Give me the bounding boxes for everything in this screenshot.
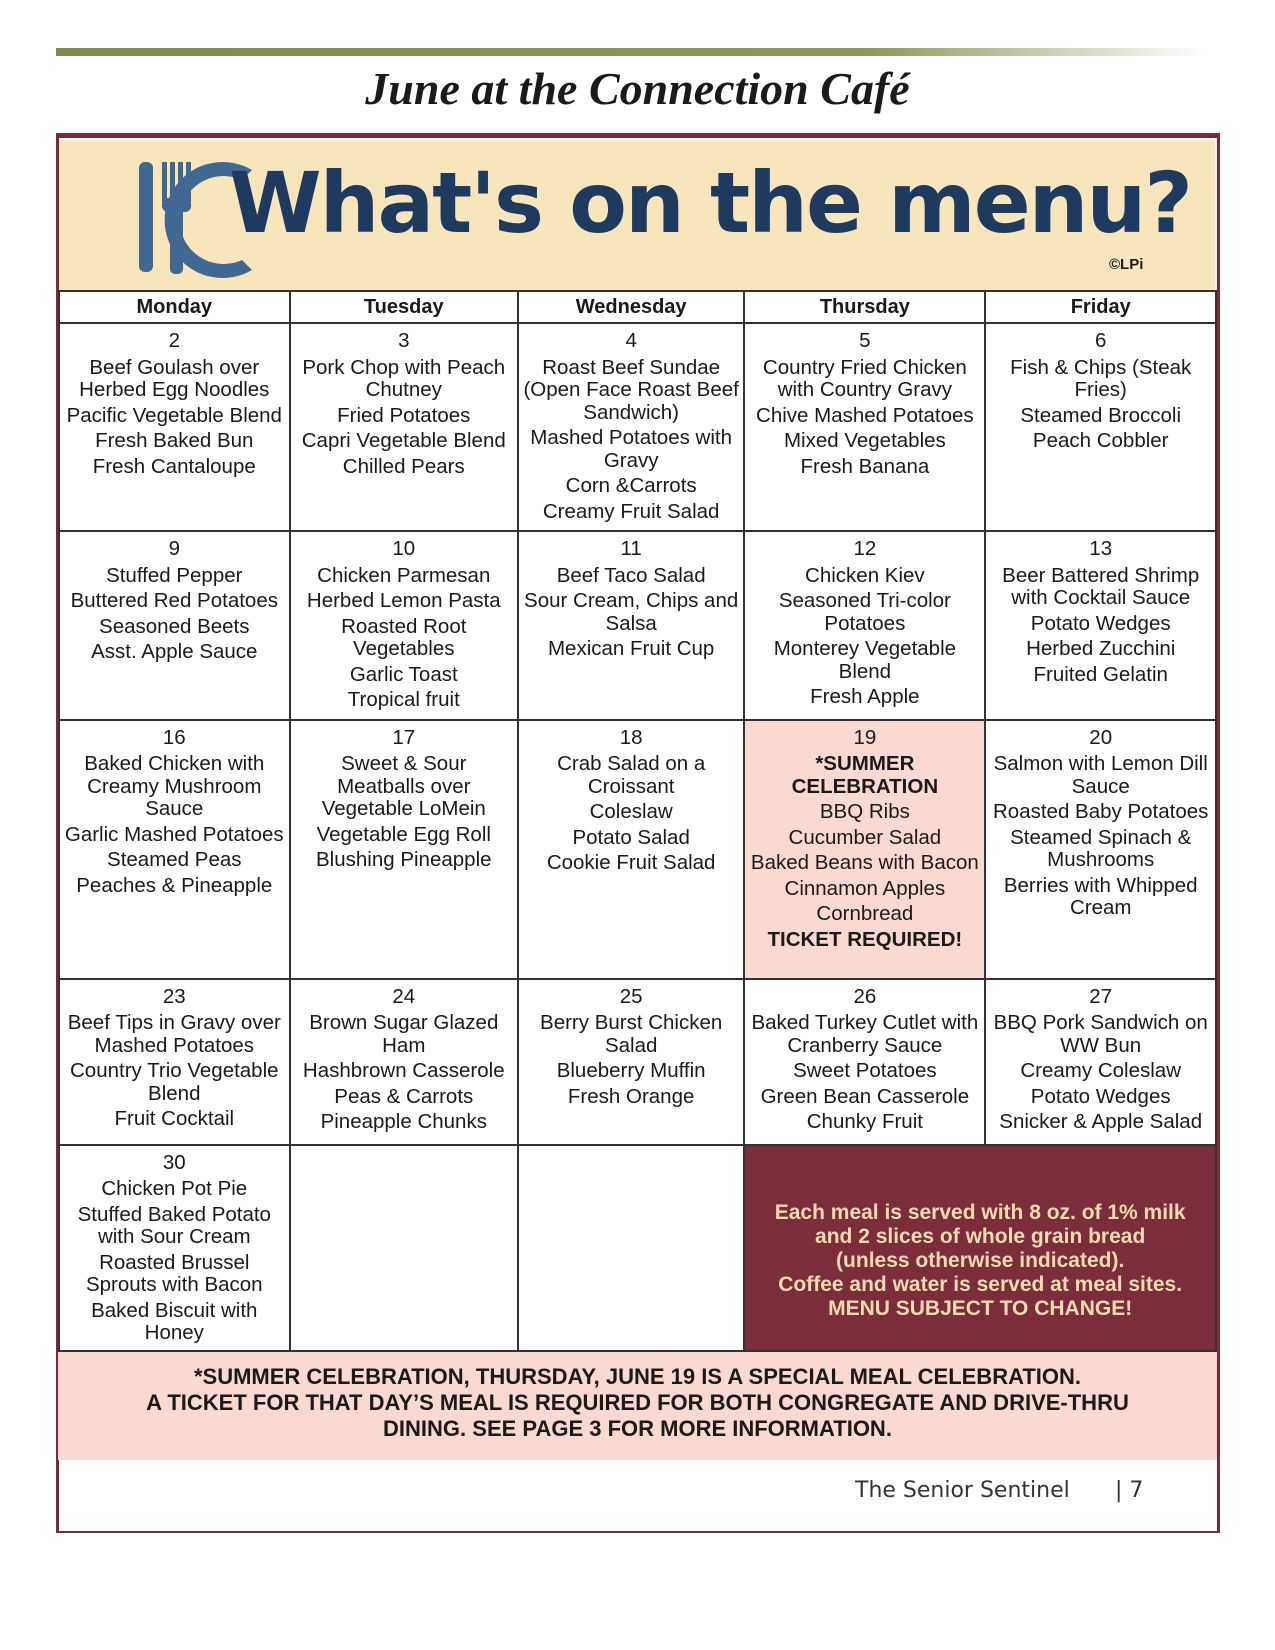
menu-item: Capri Vegetable Blend	[301, 429, 506, 452]
menu-item: Beef Taco Salad	[556, 563, 706, 587]
menu-item: Mexican Fruit Cup	[547, 637, 715, 660]
day-cell	[290, 323, 518, 531]
day-number: 20	[1089, 725, 1113, 749]
menu-item: Peaches & Pineapple	[76, 873, 273, 897]
menu-item: BBQ Ribs	[819, 800, 910, 823]
weekday-tuesday: Tuesday	[290, 291, 518, 323]
menu-item: Fruited Gelatin	[1033, 662, 1168, 686]
menu-item: Monterey Vegetable Blend	[773, 637, 957, 683]
menu-item: Peas & Carrots	[334, 1084, 474, 1108]
day-cell	[744, 531, 985, 720]
menu-item: Chilled Pears	[342, 454, 465, 478]
notice-line: DINING. SEE PAGE 3 FOR MORE INFORMATION.	[383, 1416, 892, 1441]
menu-item: Pineapple Chunks	[320, 1110, 487, 1133]
day-cell	[985, 323, 1216, 531]
menu-item: Coleslaw	[589, 800, 673, 823]
page-title: June at the Connection Café	[365, 63, 910, 114]
week-row	[59, 531, 1216, 720]
weekday-thursday: Thursday	[744, 291, 985, 323]
day-number: 11	[620, 537, 642, 560]
copyright-label: ©LPi	[1109, 256, 1144, 273]
day-cell	[518, 323, 744, 531]
menu-item: Stuffed Baked Potato with Sour Cream	[77, 1202, 271, 1248]
menu-item: Mashed Potatoes with Gravy	[530, 426, 732, 472]
menu-item: Stuffed Pepper	[106, 563, 243, 587]
menu-item: Buttered Red Potatoes	[70, 589, 278, 612]
menu-item: Fresh Cantaloupe	[92, 454, 256, 478]
menu-item: Creamy Coleslaw	[1020, 1059, 1182, 1082]
menu-item: Chive Mashed Potatoes	[756, 403, 974, 427]
day-cell	[59, 1145, 290, 1379]
menu-item: Garlic Mashed Potatoes	[64, 822, 284, 846]
day-cell	[744, 323, 985, 531]
day-number: 10	[392, 537, 416, 560]
day-number: 19	[853, 725, 877, 749]
menu-item: Creamy Fruit Salad	[542, 499, 720, 523]
notice-line: *SUMMER CELEBRATION, THURSDAY, JUNE 19 IS A SPECIAL MEAL CELEBRATION.	[193, 1364, 1082, 1389]
notice-line: A TICKET FOR THAT DAY’S MEAL IS REQUIRED FOR BOTH CONGREGATE AND DRIVE-THRU	[146, 1390, 1129, 1415]
menu-item: Asst. Apple Sauce	[91, 640, 258, 663]
day-cell	[518, 720, 744, 979]
menu-item: Potato Wedges	[1030, 1084, 1171, 1108]
menu-item: Corn &Carrots	[565, 474, 697, 497]
week-row	[59, 1145, 1216, 1379]
meal-info-line: and 2 slices of whole grain bread	[815, 1225, 1146, 1249]
week-row	[59, 979, 1216, 1145]
day-cell	[59, 720, 290, 979]
menu-item: Baked Turkey Cutlet with Cranberry Sauce	[751, 1011, 979, 1057]
day-number: 5	[859, 329, 871, 352]
day-number: 17	[392, 725, 416, 749]
menu-item: Hashbrown Casserole	[302, 1059, 505, 1082]
day-number: 27	[1089, 984, 1113, 1008]
menu-item: Roasted Baby Potatoes	[993, 800, 1209, 823]
day-number: 2	[168, 329, 180, 352]
menu-item: Potato Wedges	[1030, 611, 1171, 635]
meal-info-box	[744, 1145, 1216, 1379]
week-row	[59, 720, 1216, 979]
day-cell	[518, 531, 744, 720]
menu-item: Chicken Pot Pie	[101, 1177, 248, 1200]
meal-info-line: MENU SUBJECT TO CHANGE!	[828, 1297, 1133, 1321]
menu-item: Steamed Broccoli	[1020, 403, 1182, 427]
menu-item: Berry Burst Chicken Salad	[540, 1011, 723, 1057]
menu-item: Seasoned Beets	[99, 614, 250, 638]
day-number: 4	[625, 329, 637, 352]
menu-item: Peach Cobbler	[1032, 429, 1169, 452]
menu-item: Potato Salad	[572, 825, 690, 849]
menu-item: Cornbread	[816, 902, 914, 925]
menu-item: Sweet Potatoes	[793, 1059, 937, 1082]
menu-item: Baked Beans with Bacon	[750, 851, 979, 874]
menu-item: Tropical fruit	[347, 688, 460, 711]
menu-item: Crab Salad on a Croissant	[557, 752, 706, 798]
summer-celebration-cell	[744, 720, 985, 979]
summer-celebration-notice	[58, 1350, 1217, 1460]
menu-item: Steamed Peas	[107, 848, 242, 871]
ticket-required-note: TICKET REQUIRED!	[767, 927, 963, 951]
publication-name: The Senior Sentinel	[855, 1478, 1070, 1503]
menu-item: Chicken Kiev	[805, 563, 925, 587]
day-number: 9	[168, 537, 180, 560]
day-number: 24	[392, 984, 416, 1008]
menu-item: Vegetable Egg Roll	[316, 822, 491, 846]
menu-item: Country Fried Chicken with Country Gravy	[762, 355, 967, 401]
menu-item: Beef Goulash over Herbed Egg Noodles	[79, 355, 270, 401]
weekday-friday: Friday	[985, 291, 1216, 323]
menu-banner	[59, 140, 1215, 290]
day-number: 6	[1095, 329, 1107, 352]
day-number: 26	[853, 984, 877, 1008]
menu-item: Seasoned Tri-color Potatoes	[778, 589, 951, 635]
menu-item: Cinnamon Apples	[784, 876, 946, 900]
day-number: 18	[619, 725, 643, 749]
menu-item: Mixed Vegetables	[783, 429, 946, 452]
day-cell	[985, 979, 1216, 1145]
menu-item: Salmon with Lemon Dill Sauce	[993, 752, 1208, 798]
menu-item: Fish & Chips (Steak Fries)	[1010, 355, 1192, 401]
menu-item: Sour Cream, Chips and Salsa	[524, 589, 739, 635]
week-row	[59, 323, 1216, 531]
menu-item: Fried Potatoes	[337, 403, 471, 427]
menu-item: Country Trio Vegetable Blend	[70, 1059, 279, 1105]
menu-item: Green Bean Casserole	[760, 1084, 970, 1108]
page-number: | 7	[1115, 1478, 1144, 1503]
menu-item: Chunky Fruit	[806, 1110, 923, 1133]
day-number: 3	[398, 329, 410, 352]
menu-item: Herbed Zucchini	[1026, 637, 1176, 660]
weekday-header-row	[59, 291, 1216, 323]
day-number: 23	[162, 984, 186, 1008]
menu-item: Brown Sugar Glazed Ham	[309, 1011, 499, 1057]
menu-item: Roast Beef Sundae (Open Face Roast Beef Sandwich)	[523, 355, 739, 424]
menu-item: BBQ Pork Sandwich on WW Bun	[993, 1011, 1208, 1057]
menu-item: Pacific Vegetable Blend	[66, 403, 282, 427]
menu-item: Cucumber Salad	[788, 825, 942, 849]
menu-item: Chicken Parmesan	[317, 563, 491, 587]
menu-item: Roasted Brussel Sprouts with Bacon	[85, 1250, 263, 1296]
menu-item: Pork Chop with Peach Chutney	[302, 355, 506, 401]
day-number: 30	[162, 1150, 186, 1174]
day-cell	[290, 531, 518, 720]
menu-item: Fruit Cocktail	[114, 1107, 235, 1130]
day-cell	[290, 720, 518, 979]
empty-day-cell	[290, 1145, 518, 1379]
weekday-wednesday: Wednesday	[518, 291, 744, 323]
menu-item: Fresh Orange	[567, 1084, 695, 1108]
day-cell	[59, 979, 290, 1145]
empty-day-cell	[518, 1145, 744, 1379]
meal-info-line: Each meal is served with 8 oz. of 1% milk	[774, 1201, 1186, 1225]
menu-item: Steamed Spinach & Mushrooms	[1010, 825, 1192, 871]
day-number: 13	[1089, 537, 1113, 560]
day-cell	[59, 531, 290, 720]
day-cell	[290, 979, 518, 1145]
menu-item: Blueberry Muffin	[556, 1059, 706, 1082]
day-cell	[744, 979, 985, 1145]
menu-item: Sweet & Sour Meatballs over Vegetable LoMein	[321, 752, 486, 820]
special-title: *SUMMER CELEBRATION	[791, 752, 939, 798]
menu-item: Fresh Banana	[800, 454, 930, 478]
menu-calendar	[58, 290, 1217, 1379]
meal-info-line: (unless otherwise indicated).	[836, 1249, 1125, 1273]
menu-item: Cookie Fruit Salad	[546, 851, 716, 874]
day-cell	[985, 531, 1216, 720]
top-rule	[56, 48, 1206, 56]
menu-item: Herbed Lemon Pasta	[306, 589, 501, 612]
menu-item: Beer Battered Shrimp with Cocktail Sauce	[1002, 563, 1200, 609]
meal-info-line: Coffee and water is served at meal sites.	[778, 1273, 1183, 1297]
weekday-monday: Monday	[59, 291, 290, 323]
menu-item: Garlic Toast	[349, 662, 458, 686]
day-cell	[59, 323, 290, 531]
day-cell	[985, 720, 1216, 979]
menu-item: Blushing Pineapple	[316, 848, 492, 871]
menu-item: Berries with Whipped Cream	[1003, 873, 1198, 919]
menu-item: Baked Chicken with Creamy Mushroom Sauce	[84, 752, 265, 820]
menu-item: Roasted Root Vegetables	[341, 614, 467, 660]
day-cell	[518, 979, 744, 1145]
day-number: 25	[619, 984, 643, 1008]
menu-item: Fresh Baked Bun	[95, 429, 254, 452]
menu-headline: What's on the menu?	[229, 154, 1192, 252]
menu-item: Baked Biscuit with Honey	[91, 1298, 258, 1344]
menu-item: Fresh Apple	[810, 685, 920, 708]
menu-item: Beef Tips in Gravy over Mashed Potatoes	[67, 1011, 281, 1057]
menu-item: Snicker & Apple Salad	[999, 1110, 1203, 1133]
day-number: 12	[853, 537, 877, 560]
day-number: 16	[162, 725, 186, 749]
